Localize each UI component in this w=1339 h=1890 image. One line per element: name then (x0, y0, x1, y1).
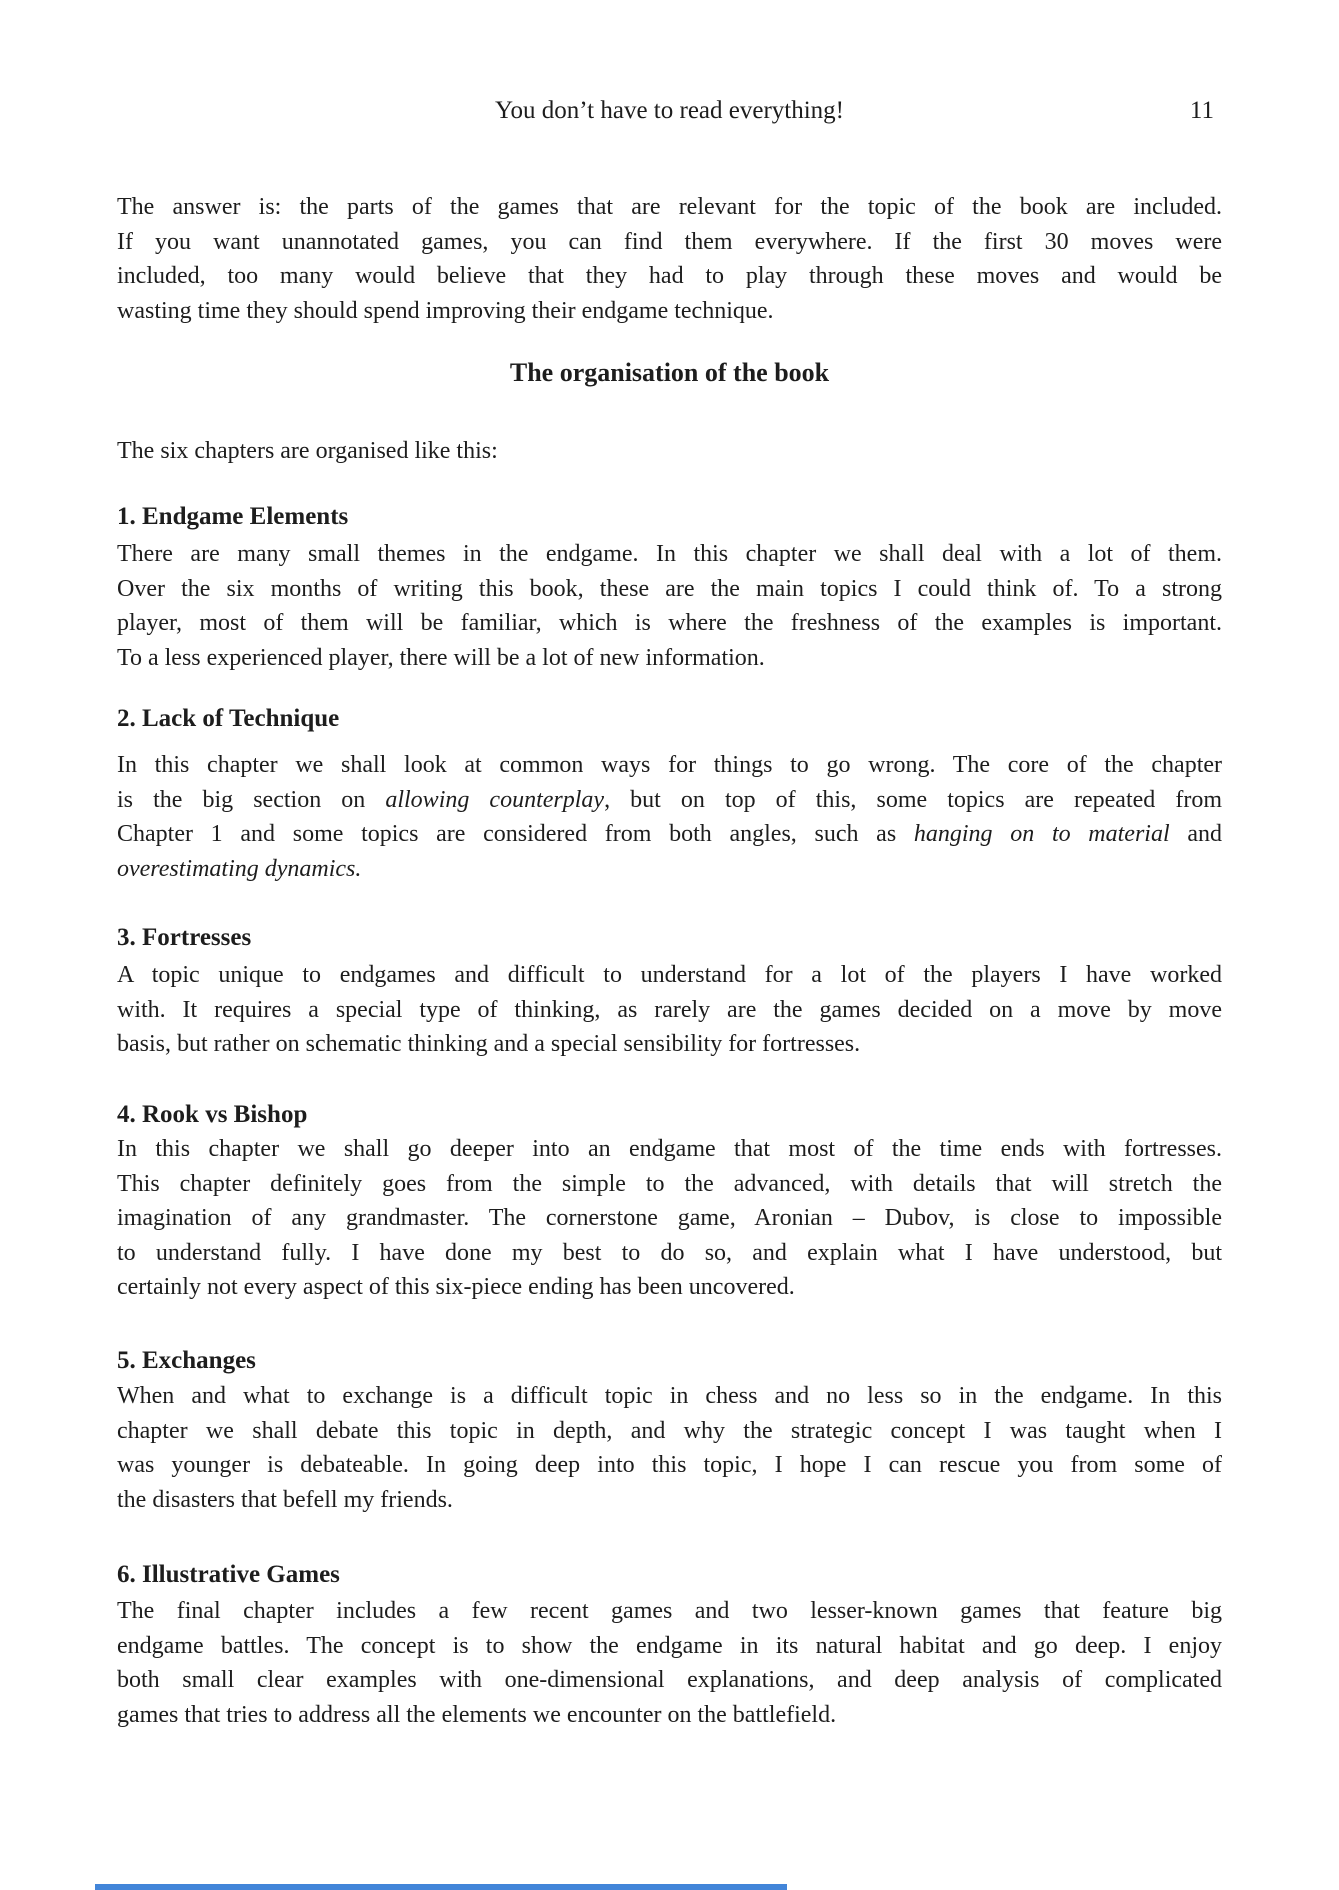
chapter-body-5 (117, 1379, 1222, 1517)
text-line: wasting time they should spend improving their endgame technique. (117, 297, 774, 324)
chapter-body-1 (117, 537, 1222, 675)
text-segment: Chapter 1 and some topics are considered from both angles, such as (117, 821, 914, 847)
page-number: 11 (1189, 97, 1214, 124)
text-line: imagination of any grandmaster. The cornerstone game, Aronian – Dubov, is close to impossible (117, 1205, 1222, 1231)
text-line: to understand fully. I have done my best to do so, and explain what I have understood, but (117, 1239, 1222, 1266)
italic-text-segment: hanging on to material (913, 821, 1170, 847)
text-line: A topic unique to endgames and difficult to understand for a lot of the players I have worked (117, 962, 1222, 988)
chapter-body-3 (117, 958, 1222, 1062)
chapter-body-6 (117, 1594, 1222, 1732)
text-line: player, most of them will be familiar, which is where the freshness of the examples is important. (117, 610, 1222, 636)
lead-paragraph (117, 434, 1222, 469)
section-heading-organisation: The organisation of the book (509, 358, 830, 387)
chapter-heading-6: 6. Illustrative Games (117, 1561, 340, 1588)
text-segment: and (1169, 821, 1222, 847)
text-line: The answer is: the parts of the games that are relevant for the topic of the book are included. (117, 194, 1222, 220)
text-line: This chapter definitely goes from the simple to the advanced, with details that will stretch the (117, 1170, 1222, 1197)
bottom-highlight-bar (95, 1884, 787, 1890)
text-line: In this chapter we shall go deeper into an endgame that most of the time ends with fortresses. (117, 1136, 1222, 1162)
text-segment: , but on top of this, some topics are repeated from (604, 786, 1222, 813)
chapter-heading-5: 5. Exchanges (117, 1347, 256, 1374)
text-line (117, 783, 1222, 818)
text-line: endgame battles. The concept is to show the endgame in its natural habitat and go deep. I enjoy (117, 1632, 1222, 1659)
text-line: chapter we shall debate this topic in depth, and why the strategic concept I was taught when I (117, 1417, 1222, 1444)
chapter-body-4 (117, 1132, 1222, 1305)
text-line: the disasters that befell my friends. (117, 1486, 453, 1513)
text-line: certainly not every aspect of this six-piece ending has been uncovered. (117, 1274, 795, 1300)
text-line: When and what to exchange is a difficult topic in chess and no less so in the endgame. In this (117, 1383, 1222, 1409)
text-line: games that tries to address all the elements we encounter on the battlefield. (117, 1701, 837, 1728)
page-header (117, 96, 1222, 126)
text-line (117, 817, 1222, 852)
text-line: Over the six months of writing this book, these are the main topics I could think of. To a strong (117, 575, 1222, 602)
text-line: In this chapter we shall look at common ways for things to go wrong. The core of the chapter (117, 752, 1222, 778)
text-line: included, too many would believe that they had to play through these moves and would be (117, 263, 1222, 289)
chapter-body-2 (117, 748, 1222, 886)
italic-text-line: overestimating dynamics. (117, 855, 362, 882)
italic-text-segment: allowing counterplay (385, 786, 605, 813)
chapter-heading-1: 1. Endgame Elements (117, 503, 349, 530)
text-line: The six chapters are organised like this: (117, 438, 498, 464)
text-line: There are many small themes in the endgame. In this chapter we shall deal with a lot of them. (117, 541, 1222, 567)
chapter-heading-2: 2. Lack of Technique (117, 705, 340, 732)
chapter-heading-3: 3. Fortresses (117, 924, 252, 951)
chapter-heading-4: 4. Rook vs Bishop (117, 1101, 308, 1128)
text-line: was younger is debateable. In going deep into this topic, I hope I can rescue you from some of (117, 1452, 1222, 1478)
text-line: with. It requires a special type of thinking, as rarely are the games decided on a move by move (117, 996, 1222, 1023)
text-segment: is the big section on (117, 786, 386, 813)
text-line: The final chapter includes a few recent games and two lesser-known games that feature big (117, 1598, 1222, 1624)
text-line: basis, but rather on schematic thinking and a special sensibility for fortresses. (117, 1031, 861, 1057)
text-line: both small clear examples with one-dimensional explanations, and deep analysis of complicated (117, 1667, 1222, 1693)
intro-paragraph (117, 190, 1222, 328)
running-head: You don’t have to read everything! (494, 97, 844, 124)
text-line: To a less experienced player, there will be a lot of new information. (117, 644, 765, 671)
text-line: If you want unannotated games, you can find them everywhere. If the first 30 moves were (117, 228, 1222, 255)
